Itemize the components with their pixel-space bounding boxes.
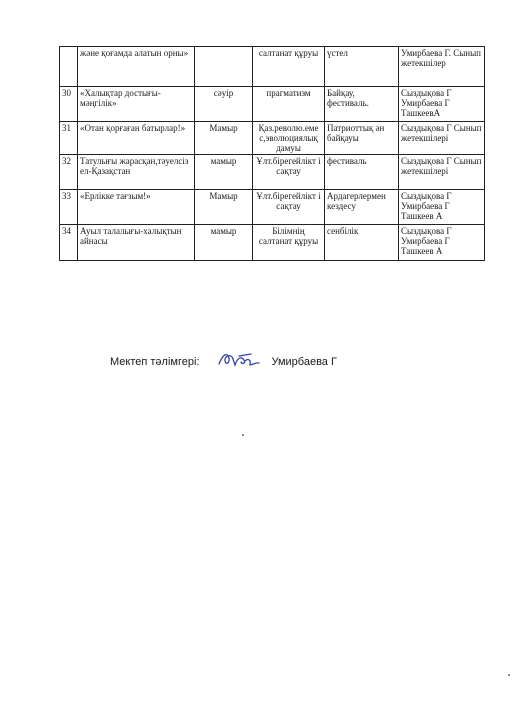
event-method: Ұлт.бірегейлікт і сақтау: [253, 155, 325, 190]
event-method: Ұлт.бірегейлікт і сақтау: [253, 190, 325, 225]
row-number: 31: [60, 122, 78, 155]
event-method: Білімнің салтанат құруы: [253, 225, 325, 261]
event-method: прагматизм: [253, 87, 325, 122]
event-title: «Халықтар достығы-мәңгілік»: [78, 87, 195, 122]
event-month: Мамыр: [195, 190, 253, 225]
event-form: Ардагерлермен кездесу: [325, 190, 399, 225]
event-responsible: Сыздықова Г Умирбаева Г ТашкеевА: [399, 87, 485, 122]
event-form: сенбілік: [325, 225, 399, 261]
handwritten-signature-icon: [217, 350, 261, 373]
signature-label: Мектеп тәлімгері:: [110, 355, 200, 368]
event-responsible: Сыздықова Г Сынып жетекшілері: [399, 122, 485, 155]
table-row: [60, 190, 485, 225]
row-number: 32: [60, 155, 78, 190]
scan-speck: [508, 674, 510, 676]
event-method: салтанат құруы: [253, 47, 325, 87]
event-form: Патриоттық ән байқауы: [325, 122, 399, 155]
events-table: [59, 46, 485, 261]
table-row: [60, 87, 485, 122]
event-title: «Ерлікке тағзым!»: [78, 190, 195, 225]
event-responsible: Сыздықова Г Умирбаева Г Ташкеев А: [399, 225, 485, 261]
row-number: [60, 47, 78, 87]
table-row: [60, 47, 485, 87]
table-row: [60, 122, 485, 155]
event-title: және қоғамда алатын орны»: [78, 47, 195, 87]
row-number: 34: [60, 225, 78, 261]
event-title: «Отан қорғаған батырлар!»: [78, 122, 195, 155]
row-number: 30: [60, 87, 78, 122]
event-responsible: Сыздықова Г Умирбаева Г Ташкеев А: [399, 190, 485, 225]
row-number: 33: [60, 190, 78, 225]
event-month: [195, 47, 253, 87]
scan-speck: [242, 434, 244, 436]
event-month: сәуір: [195, 87, 253, 122]
event-month: мамыр: [195, 155, 253, 190]
event-title: Татулығы жарасқан,тәуелсіз ел-Қазақстан: [78, 155, 195, 190]
event-form: үстел: [325, 47, 399, 87]
event-responsible: Сыздықова Г Сынып жетекшілері: [399, 155, 485, 190]
table-row: [60, 155, 485, 190]
signature-name: Умирбаева Г: [271, 355, 337, 368]
event-form: Байқау, фестиваль.: [325, 87, 399, 122]
event-month: Мамыр: [195, 122, 253, 155]
event-method: Қаз.револю.еме с,эволюциялық дамуы: [253, 122, 325, 155]
event-title: Ауыл талалығы-халықтын айнасы: [78, 225, 195, 261]
event-form: фестиваль: [325, 155, 399, 190]
signature-block: [110, 350, 337, 373]
event-month: мамыр: [195, 225, 253, 261]
table-row: [60, 225, 485, 261]
event-responsible: Умирбаева Г. Сынып жетекшілер: [399, 47, 485, 87]
